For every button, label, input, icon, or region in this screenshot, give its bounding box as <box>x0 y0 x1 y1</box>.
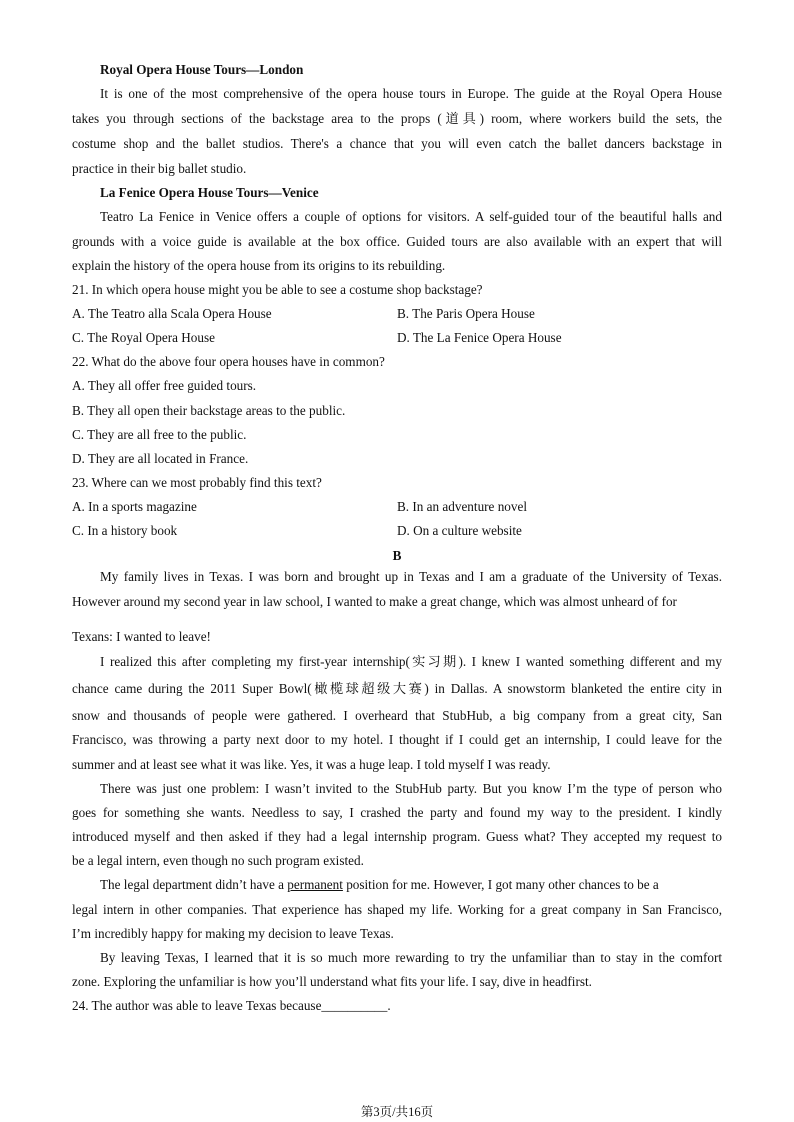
paragraph-line: By leaving Texas, I learned that it is so much more rewarding to try the unfamiliar than to stay in the comfort <box>100 950 722 965</box>
q23-option-d: D. On a culture website <box>397 523 522 538</box>
paragraph-line: grounds with a voice guide is available at the box office. Guided tours are also available with an expert that will <box>72 234 722 249</box>
paragraph-line: However around my second year in law school, I wanted to make a great change, which was almost unheard of for <box>72 594 677 609</box>
q23-option-a: A. In a sports magazine <box>72 499 197 514</box>
paragraph-line: explain the history of the opera house from its origins to its rebuilding. <box>72 258 446 273</box>
question-24-stem: 24. The author was able to leave Texas because__________. <box>72 998 391 1013</box>
paragraph-line: practice in their big ballet studio. <box>72 161 247 176</box>
text-segment: The legal department didn’t have a <box>100 877 288 892</box>
paragraph-line: It is one of the most comprehensive of the opera house tours in Europe. The guide at the Royal Opera House <box>100 86 722 101</box>
paragraph-line: be a legal intern, even though no such program existed. <box>72 853 364 868</box>
q21-option-d: D. The La Fenice Opera House <box>397 330 562 345</box>
paragraph-line: Texans: I wanted to leave! <box>72 629 211 644</box>
q21-option-c: C. The Royal Opera House <box>72 330 215 345</box>
q23-option-c: C. In a history book <box>72 523 178 538</box>
q22-option-c: C. They are all free to the public. <box>72 427 247 442</box>
underlined-word: permanent <box>287 877 343 892</box>
text-segment: position for me. However, I got many other chances to be a <box>342 877 659 892</box>
q21-option-a: A. The Teatro alla Scala Opera House <box>72 306 272 321</box>
paragraph-line: legal intern in other companies. That experience has shaped my life. Working for a great company in San Francisco, <box>72 902 722 917</box>
paragraph-line: takes you through sections of the backstage area to the props (道具) room, where workers build the sets, the <box>72 111 722 126</box>
section-heading-fenice: La Fenice Opera House Tours—Venice <box>100 185 319 200</box>
paragraph-line: costume shop and the ballet studios. There's a chance that you will even catch the ballet dancers backstage in <box>72 136 722 151</box>
q21-option-b: B. The Paris Opera House <box>397 306 535 321</box>
paragraph-line: My family lives in Texas. I was born and brought up in Texas and I am a graduate of the University of Texas. <box>100 569 722 584</box>
paragraph-line: summer and at least see what it was like. Yes, it was a huge leap. I told myself I was ready. <box>72 757 551 772</box>
page-number: 第3页/共16页 <box>360 1105 434 1119</box>
paragraph-line: Francisco, was throwing a party next door to my hotel. I thought if I could get an internship, I could leave for the <box>72 732 722 747</box>
paragraph-line: introduced myself and then asked if they had a legal internship program. Guess what? They accepted my request to <box>72 829 722 844</box>
section-heading-royal: Royal Opera House Tours—London <box>100 62 304 77</box>
paragraph-line: Teatro La Fenice in Venice offers a couple of options for visitors. A self-guided tour of the beautiful halls and <box>100 209 722 224</box>
paragraph-line: I’m incredibly happy for making my decision to leave Texas. <box>72 926 394 941</box>
paragraph-line: snow and thousands of people were gathered. I overheard that StubHub, a big company from a great city, San <box>72 708 722 723</box>
q22-option-d: D. They are all located in France. <box>72 451 249 466</box>
q22-option-b: B. They all open their backstage areas to the public. <box>72 403 346 418</box>
q22-option-a: A. They all offer free guided tours. <box>72 378 257 393</box>
q23-option-b: B. In an adventure novel <box>397 499 528 514</box>
paragraph-line: There was just one problem: I wasn’t invited to the StubHub party. But you know I’m the type of person who <box>100 781 722 796</box>
question-23-stem: 23. Where can we most probably find this text? <box>72 475 322 490</box>
paragraph-line <box>100 877 722 893</box>
passage-b-letter: B <box>392 548 402 563</box>
question-22-stem: 22. What do the above four opera houses have in common? <box>72 354 385 369</box>
paragraph-line: chance came during the 2011 Super Bowl(橄榄球超级大赛) in Dallas. A snowstorm blanketed the entire city in <box>72 681 722 696</box>
paragraph-line: goes for something she wants. Needless to say, I crashed the party and found my way to the president. I kindly <box>72 805 722 820</box>
paragraph-line: I realized this after completing my first-year internship(实习期). I knew I wanted something different and my <box>100 654 722 669</box>
paragraph-line: zone. Exploring the unfamiliar is how you’ll understand what fits your life. I say, dive in headfirst. <box>72 974 592 989</box>
question-21-stem: 21. In which opera house might you be able to see a costume shop backstage? <box>72 282 483 297</box>
